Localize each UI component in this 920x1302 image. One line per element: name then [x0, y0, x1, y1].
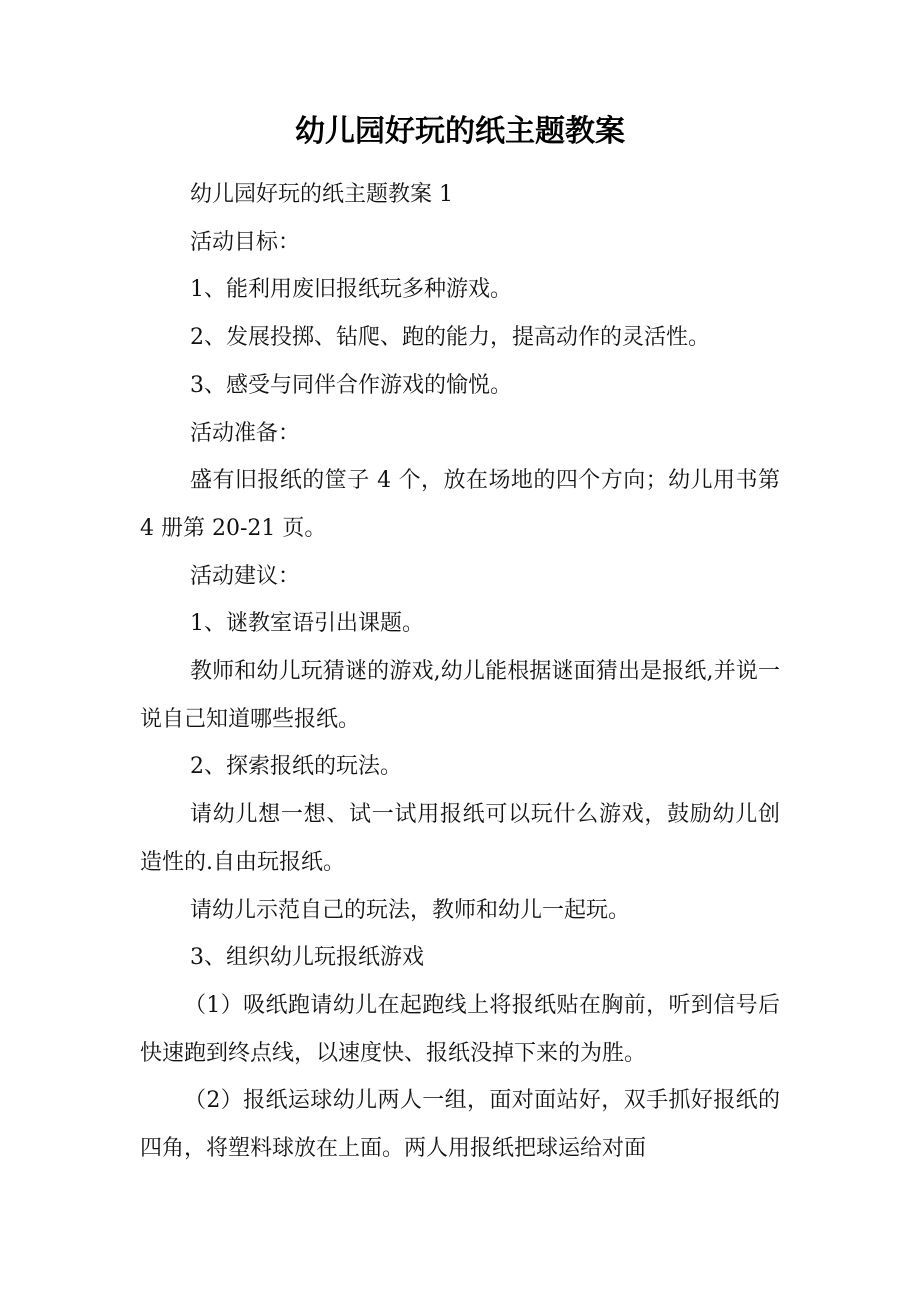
paragraph: 3、组织幼儿玩报纸游戏	[190, 945, 424, 971]
paragraph: 请幼儿示范自己的玩法，教师和幼儿一起玩。	[190, 897, 631, 923]
paragraph: 盛有旧报纸的筐子 4 个，放在场地的四个方向；幼儿用书第 4 册第 20-21 页。	[140, 468, 780, 541]
document-title: 幼儿园好玩的纸主题教案	[295, 114, 625, 149]
paragraph: 请幼儿想一想、试一试用报纸可以玩什么游戏，鼓励幼儿创造性的.自由玩报纸。	[140, 802, 780, 875]
paragraph: 1、谜教室语引出课题。	[190, 611, 424, 637]
paragraph: 幼儿园好玩的纸主题教案 1	[190, 182, 453, 207]
paragraph: 活动准备：	[190, 420, 301, 446]
paragraph: 活动目标：	[190, 229, 301, 255]
paragraph: （1）吸纸跑请幼儿在起跑线上将报纸贴在胸前，听到信号后快速跑到终点线，以速度快、报纸没掉下来的为胜。	[140, 992, 780, 1066]
paragraph: 1、能利用废旧报纸玩多种游戏。	[190, 277, 512, 303]
paragraph: 教师和幼儿玩猜谜的游戏,幼儿能根据谜面猜出是报纸,并说一说自己知道哪些报纸。	[140, 659, 780, 732]
paragraph: 活动建议：	[190, 563, 301, 589]
paragraph: 2、发展投掷、钻爬、跑的能力，提高动作的灵活性。	[190, 325, 710, 351]
paragraph: 2、探索报纸的玩法。	[190, 754, 402, 780]
paragraph: （2）报纸运球幼儿两人一组，面对面站好，双手抓好报纸的四角，将塑料球放在上面。两人用报纸把球运给对面	[140, 1088, 780, 1162]
document-body	[140, 171, 780, 1173]
paragraph: 3、感受与同伴合作游戏的愉悦。	[190, 372, 512, 398]
